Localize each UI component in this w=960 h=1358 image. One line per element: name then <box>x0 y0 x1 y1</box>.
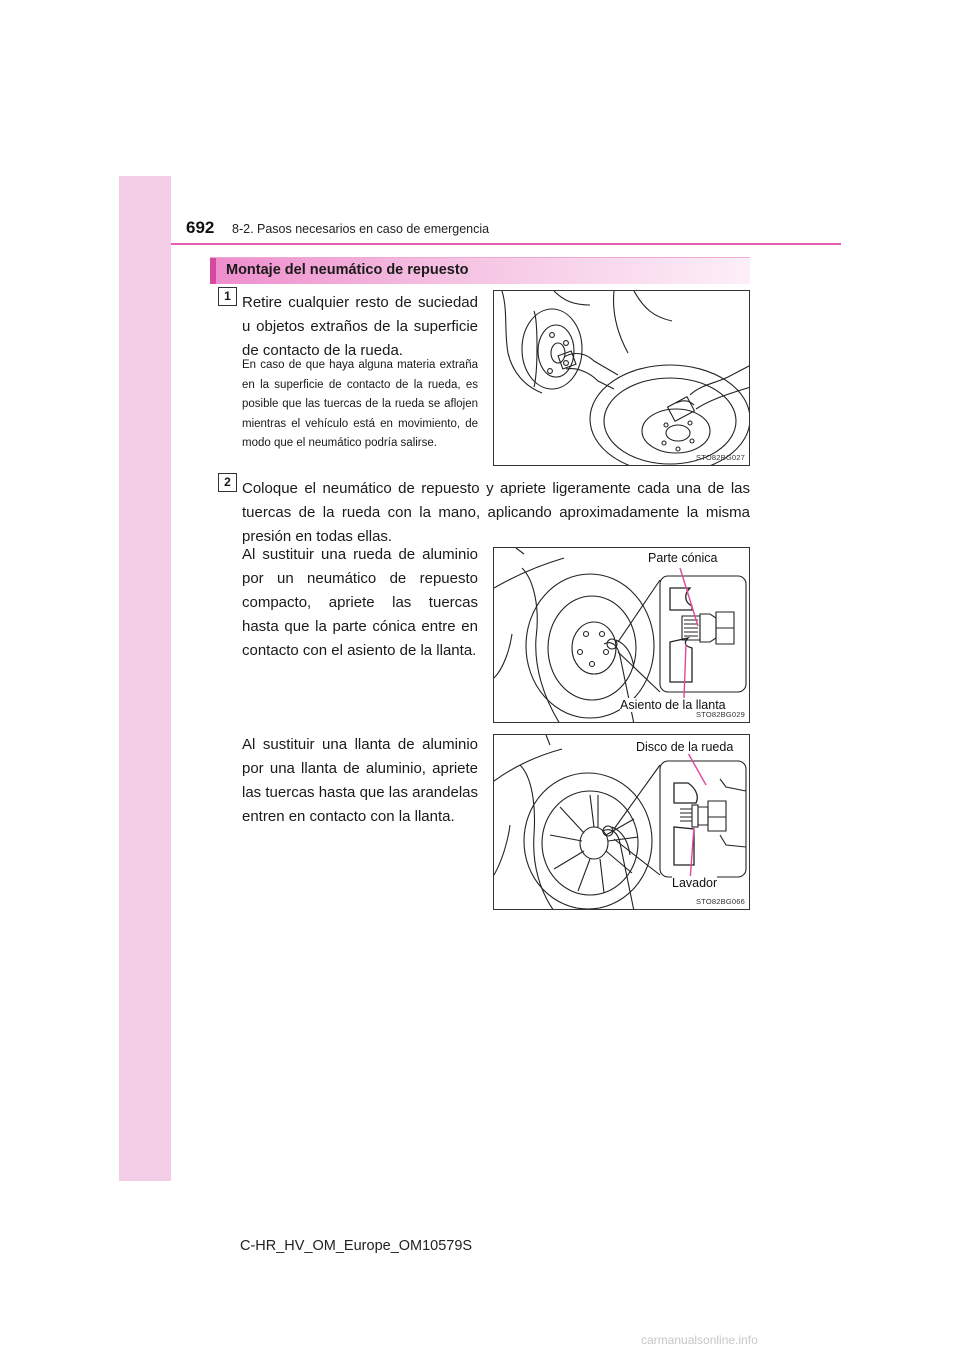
watermark: carmanualsonline.info <box>641 1333 758 1347</box>
label-lavador: Lavador <box>672 876 718 890</box>
step-1-note: En caso de que haya alguna materia extraña en la superficie de contacto de la rueda, es posible que las tuercas de la rueda se aflojen mientras el vehículo está en movimiento, de modo que el neumático podría salirse. <box>242 359 478 450</box>
figure-2-code: STO82BG029 <box>696 710 745 719</box>
step-1-text: Retire cualquier resto de suciedad u objetos extraños de la superficie de contacto de la rueda. <box>242 294 478 359</box>
section-heading-marker <box>210 258 216 284</box>
label-parte-conica: Parte cónica <box>648 551 718 565</box>
figure-conical-seat <box>493 547 750 723</box>
conical-nut-illustration <box>494 548 750 723</box>
case-compact-spare-text: Al sustituir una rueda de aluminio por un neumático de repuesto compacto, apriete las tuercas hasta que la parte cónica entre en contacto con el asiento de la llanta. <box>242 546 478 659</box>
section-title: Montaje del neumático de repuesto <box>226 262 469 278</box>
header-rule <box>171 243 841 245</box>
label-disco-rueda: Disco de la rueda <box>636 740 734 754</box>
figure-1-code: STO82BG027 <box>696 453 745 462</box>
step-2-number: 2 <box>218 473 237 492</box>
step-2-text: Coloque el neumático de repuesto y apriete ligeramente cada una de las tuercas de la rueda con la mano, aplicando aproximadamente la misma presión en todas ellas. <box>242 480 750 545</box>
section-heading-bar <box>210 257 750 284</box>
running-head: 8-2. Pasos necesarios en caso de emergencia <box>232 222 490 236</box>
clean-wheel-illustration <box>494 291 750 466</box>
label-asiento-llanta: Asiento de la llanta <box>620 698 726 712</box>
document-footer: C-HR_HV_OM_Europe_OM10579S <box>240 1238 473 1254</box>
case-alloy-wheel-text: Al sustituir una llanta de aluminio por una llanta de aluminio, apriete las tuercas hasta que las arandelas entren en contacto con la llanta. <box>242 736 478 825</box>
side-margin-band <box>119 176 171 1181</box>
figure-clean-contact-surface <box>493 290 750 466</box>
page-number: 692 <box>186 218 215 237</box>
figure-3-code: STO82BG066 <box>696 897 745 906</box>
step-1-number: 1 <box>218 287 237 306</box>
figure-washer-contact <box>493 734 750 910</box>
